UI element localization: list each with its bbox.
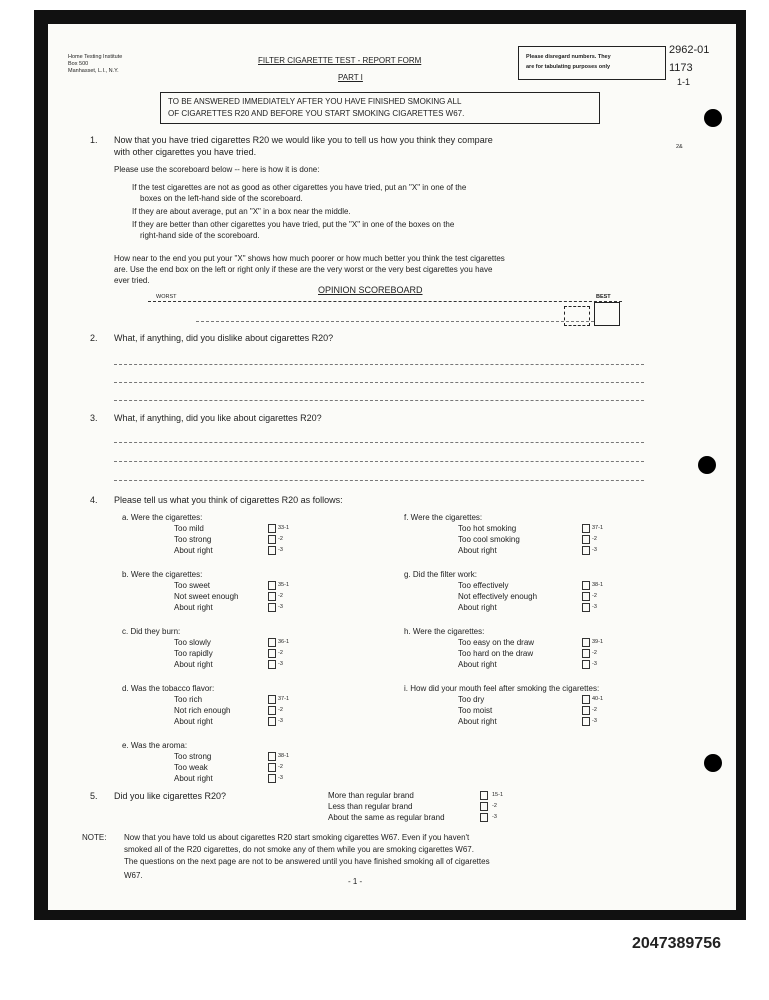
disregard-box xyxy=(518,46,666,80)
q4-option-code: -3 xyxy=(278,547,283,553)
q4-option-label: Too easy on the draw xyxy=(458,638,535,647)
q4-option-label: Too effectively xyxy=(458,581,509,590)
code-1: 2962-01 xyxy=(669,44,710,56)
q1-number: 1. xyxy=(90,135,98,145)
q4-right-group-label: f. Were the cigarettes: xyxy=(404,513,483,522)
q4-option-code: 36-1 xyxy=(278,639,290,645)
form-part: PART I xyxy=(338,73,363,82)
q5-option-code: 15-1 xyxy=(492,792,504,798)
q3-answer-line[interactable] xyxy=(114,461,644,462)
q4-option-checkbox[interactable] xyxy=(582,546,590,555)
q4-option-label: Too hot smoking xyxy=(458,524,517,533)
q5-option-code: -3 xyxy=(492,814,497,820)
q1-lead: Please use the scoreboard below -- here is how it is done: xyxy=(114,165,320,174)
q4-option-code: -2 xyxy=(278,536,283,542)
org-line-3: Manhasset, L.I., N.Y. xyxy=(68,68,119,74)
q4-option-checkbox[interactable] xyxy=(582,592,590,601)
q4-option-code: 39-1 xyxy=(592,639,604,645)
q1-how-near-line-3: ever tried. xyxy=(114,276,150,285)
q4-option-code: -3 xyxy=(278,661,283,667)
q4-option-checkbox[interactable] xyxy=(268,763,276,772)
q2-answer-line[interactable] xyxy=(114,400,644,401)
q5-option-checkbox[interactable] xyxy=(480,791,488,800)
q1-how-near-line-1: How near to the end you put your "X" shows how much poorer or how much better you think the test cigarettes xyxy=(114,254,505,263)
q4-option-label: Too slowly xyxy=(174,638,211,647)
q4-option-label: Too dry xyxy=(458,695,485,704)
q4-option-label: About right xyxy=(174,603,213,612)
note-label: NOTE: xyxy=(82,833,107,842)
q4-left-group-label: b. Were the cigarettes: xyxy=(122,570,203,579)
q4-option-checkbox[interactable] xyxy=(268,603,276,612)
q4-left-group-label: a. Were the cigarettes: xyxy=(122,513,203,522)
q5-option-label: About the same as regular brand xyxy=(328,813,445,822)
q4-option-checkbox[interactable] xyxy=(268,774,276,783)
q2-answer-line[interactable] xyxy=(114,382,644,383)
q4-option-code: -3 xyxy=(278,604,283,610)
q4-option-label: Too hard on the draw xyxy=(458,649,534,658)
q3-answer-line[interactable] xyxy=(114,480,644,481)
q4-right-group-label: i. How did your mouth feel after smoking the cigarettes: xyxy=(404,684,600,693)
q4-left-group-label: d. Was the tobacco flavor: xyxy=(122,684,215,693)
q4-option-checkbox[interactable] xyxy=(268,592,276,601)
code-2: 1173 xyxy=(669,62,693,74)
q5-option-code: -2 xyxy=(492,803,497,809)
org-line-1: Home Testing Institute xyxy=(68,54,123,60)
q4-option-code: -2 xyxy=(278,593,283,599)
q4-option-checkbox[interactable] xyxy=(268,638,276,647)
q4-option-checkbox[interactable] xyxy=(582,638,590,647)
q4-option-checkbox[interactable] xyxy=(268,752,276,761)
q4-option-label: Too moist xyxy=(458,706,493,715)
note-line-2: smoked all of the R20 cigarettes, do not smoke any of them while you are smoking cigarettes W67. xyxy=(124,845,474,854)
punch-hole-top xyxy=(704,109,722,127)
code-3: 1-1 xyxy=(677,77,691,87)
q4-right-group-label: h. Were the cigarettes: xyxy=(404,627,485,636)
disregard-line-1: Please disregard numbers. They xyxy=(526,54,611,60)
q4-option-checkbox[interactable] xyxy=(582,717,590,726)
disregard-line-2: are for tabulating purposes only xyxy=(526,64,611,70)
q4-option-code: -3 xyxy=(278,775,283,781)
q4-option-label: About right xyxy=(174,660,213,669)
q4-option-checkbox[interactable] xyxy=(268,706,276,715)
q4-option-code: -3 xyxy=(592,604,597,610)
q4-number: 4. xyxy=(90,495,98,505)
q4-option-checkbox[interactable] xyxy=(582,603,590,612)
note-line-1: Now that you have told us about cigarettes R20 start smoking cigarettes W67. Even if you haven't xyxy=(124,833,470,842)
q4-option-code: -3 xyxy=(592,547,597,553)
q4-option-code: -2 xyxy=(592,536,597,542)
q4-right-group-label: g. Did the filter work: xyxy=(404,570,477,579)
q4-option-label: Too cool smoking xyxy=(458,535,520,544)
q4-option-code: 33-1 xyxy=(278,525,290,531)
q3-answer-line[interactable] xyxy=(114,442,644,443)
q4-option-label: Too rapidly xyxy=(174,649,213,658)
side-mark: 2& xyxy=(676,144,683,150)
punch-hole-middle xyxy=(698,456,716,474)
q4-option-code: -2 xyxy=(592,650,597,656)
q4-option-label: About right xyxy=(174,717,213,726)
q4-option-code: -3 xyxy=(592,661,597,667)
q4-option-checkbox[interactable] xyxy=(268,535,276,544)
q5-option-checkbox[interactable] xyxy=(480,802,488,811)
q4-option-code: 38-1 xyxy=(278,753,290,759)
q4-option-code: -2 xyxy=(278,707,283,713)
note-line-3: The questions on the next page are not to be answered until you have finished smoking all of cigarettes xyxy=(124,857,490,866)
q4-option-checkbox[interactable] xyxy=(582,524,590,533)
q5-number: 5. xyxy=(90,791,98,801)
q4-option-label: Not effectively enough xyxy=(458,592,538,601)
q4-option-label: Not sweet enough xyxy=(174,592,239,601)
q5-option-checkbox[interactable] xyxy=(480,813,488,822)
q4-option-code: -2 xyxy=(278,764,283,770)
instruction-line-1: TO BE ANSWERED IMMEDIATELY AFTER YOU HAVE FINISHED SMOKING ALL xyxy=(168,97,462,106)
q4-option-checkbox[interactable] xyxy=(268,717,276,726)
q2-text: What, if anything, did you dislike about cigarettes R20? xyxy=(114,333,334,343)
q4-option-checkbox[interactable] xyxy=(268,695,276,704)
scoreboard-bottom-line xyxy=(196,321,594,322)
scoreboard-best: BEST xyxy=(596,294,611,300)
q4-option-checkbox[interactable] xyxy=(268,660,276,669)
q1-line-1: Now that you have tried cigarettes R20 we would like you to tell us how you think they compare xyxy=(114,135,493,145)
note-line-4: W67. xyxy=(124,871,143,880)
scoreboard-title: OPINION SCOREBOARD xyxy=(318,285,423,295)
q4-option-checkbox[interactable] xyxy=(268,649,276,658)
instruction-line-2: OF CIGARETTES R20 AND BEFORE YOU START SMOKING CIGARETTES W67. xyxy=(168,109,465,118)
q4-option-checkbox[interactable] xyxy=(582,706,590,715)
scoreboard-best-box[interactable] xyxy=(594,302,620,326)
q4-option-label: About right xyxy=(458,660,497,669)
q1-line-2: with other cigarettes you have tried. xyxy=(114,147,257,157)
q1-bullet-3-line-2: right-hand side of the scoreboard. xyxy=(140,231,260,240)
q4-option-code: -2 xyxy=(278,650,283,656)
q4-option-label: Too strong xyxy=(174,535,212,544)
q5-text: Did you like cigarettes R20? xyxy=(114,791,227,801)
document-id: 2047389756 xyxy=(632,935,721,952)
form-page xyxy=(48,24,736,910)
q1-bullet-1-line-2: boxes on the left-hand side of the scoreboard. xyxy=(140,194,303,203)
q4-option-label: About right xyxy=(174,774,213,783)
q4-option-label: About right xyxy=(458,717,497,726)
punch-hole-bottom xyxy=(704,754,722,772)
q4-option-label: Too strong xyxy=(174,752,212,761)
scoreboard-box[interactable] xyxy=(564,306,590,326)
q5-option-label: Less than regular brand xyxy=(328,802,413,811)
q4-left-group-label: e. Was the aroma: xyxy=(122,741,188,750)
q4-option-code: -2 xyxy=(592,593,597,599)
page-number: - 1 - xyxy=(348,877,363,886)
q4-option-code: 40-1 xyxy=(592,696,604,702)
q4-option-label: Too rich xyxy=(174,695,203,704)
q4-option-label: About right xyxy=(174,546,213,555)
q4-option-code: -3 xyxy=(592,718,597,724)
q4-option-checkbox[interactable] xyxy=(582,535,590,544)
q4-option-label: Too mild xyxy=(174,524,204,533)
scoreboard-worst: WORST xyxy=(156,294,177,300)
q4-option-code: 37-1 xyxy=(592,525,604,531)
q4-option-label: About right xyxy=(458,603,497,612)
q2-number: 2. xyxy=(90,333,98,343)
q4-option-checkbox[interactable] xyxy=(268,581,276,590)
q4-option-code: 37-1 xyxy=(278,696,290,702)
q1-bullet-1-line-1: If the test cigarettes are not as good as other cigarettes you have tried, put an "X" in one of the xyxy=(132,183,467,192)
scoreboard-top-line xyxy=(148,301,622,302)
q4-option-code: -3 xyxy=(278,718,283,724)
q4-option-label: Too sweet xyxy=(174,581,211,590)
q1-how-near-line-2: are. Use the end box on the left or right only if these are the very worst or the very best cigarettes you have xyxy=(114,265,493,274)
q4-option-label: Not rich enough xyxy=(174,706,231,715)
q4-left-group-label: c. Did they burn: xyxy=(122,627,181,636)
q4-option-code: -2 xyxy=(592,707,597,713)
q4-option-label: About right xyxy=(458,546,497,555)
q4-option-label: Too weak xyxy=(174,763,208,772)
q3-number: 3. xyxy=(90,413,98,423)
q4-option-code: 35-1 xyxy=(278,582,290,588)
form-title: FILTER CIGARETTE TEST - REPORT FORM xyxy=(258,56,422,65)
q1-bullet-2: If they are about average, put an "X" in a box near the middle. xyxy=(132,207,351,216)
q4-option-checkbox[interactable] xyxy=(582,649,590,658)
q4-option-checkbox[interactable] xyxy=(268,546,276,555)
q4-text: Please tell us what you think of cigarettes R20 as follows: xyxy=(114,495,343,505)
q4-option-checkbox[interactable] xyxy=(582,660,590,669)
org-line-2: Box 500 xyxy=(68,61,89,67)
q4-option-checkbox[interactable] xyxy=(268,524,276,533)
q4-option-checkbox[interactable] xyxy=(582,581,590,590)
q3-text: What, if anything, did you like about cigarettes R20? xyxy=(114,413,322,423)
q4-option-code: 38-1 xyxy=(592,582,604,588)
q2-answer-line[interactable] xyxy=(114,364,644,365)
q1-bullet-3-line-1: If they are better than other cigarettes you have tried, put the "X" in one of the boxes on the xyxy=(132,220,455,229)
q4-option-checkbox[interactable] xyxy=(582,695,590,704)
q5-option-label: More than regular brand xyxy=(328,791,414,800)
